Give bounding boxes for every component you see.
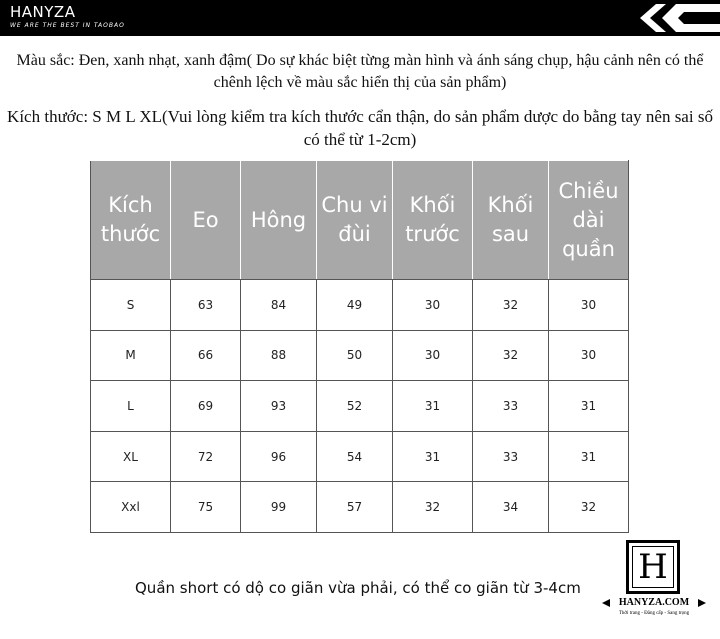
- table-cell: 31: [549, 381, 629, 432]
- table-cell: 32: [549, 482, 629, 533]
- table-cell: 66: [171, 330, 241, 381]
- table-cell: 30: [393, 330, 473, 381]
- arrow-right-icon: [698, 599, 706, 607]
- table-cell: 52: [317, 381, 393, 432]
- logo-letter: H: [638, 547, 668, 587]
- table-cell: 75: [171, 482, 241, 533]
- table-row: [91, 431, 629, 482]
- table-cell: 50: [317, 330, 393, 381]
- logo-name: HANYZA.COM: [618, 597, 690, 608]
- header-front-rise: Khối trước: [393, 161, 473, 280]
- table-row: [91, 482, 629, 533]
- table-cell: 72: [171, 431, 241, 482]
- size-chart-table: [90, 160, 629, 533]
- table-cell: 31: [393, 431, 473, 482]
- table-cell: 32: [473, 280, 549, 331]
- table-cell: 33: [473, 431, 549, 482]
- size-description: Kích thước: S M L XL(Vui lòng kiểm tra kích thước cẩn thận, do sản phẩm dược do bằng tay nên sai số có thể từ 1-2cm): [7, 107, 713, 149]
- table-cell: M: [91, 330, 171, 381]
- brand-tagline: WE ARE THE BEST IN TAOBAO: [10, 22, 125, 29]
- header-size: Kích thước: [91, 161, 171, 280]
- table-cell: L: [91, 381, 171, 432]
- table-cell: S: [91, 280, 171, 331]
- table-cell: 31: [393, 381, 473, 432]
- table-cell: 32: [473, 330, 549, 381]
- table-cell: 34: [473, 482, 549, 533]
- logo-box: [626, 540, 680, 594]
- table-row: [91, 280, 629, 331]
- logo-slogan: Thời trang - Đẳng cấp - Sang trọng: [618, 611, 690, 616]
- table-cell: 31: [549, 431, 629, 482]
- color-description: Màu sắc: Đen, xanh nhạt, xanh đậm( Do sự khác biệt từng màn hình và ánh sáng chụp, hậu cảnh nên có thể chênh lệch về màu sắc hiển thị của sản phẩm): [16, 52, 704, 91]
- table-cell: 30: [549, 330, 629, 381]
- table-cell: 93: [241, 381, 317, 432]
- table-cell: XL: [91, 431, 171, 482]
- table-cell: 63: [171, 280, 241, 331]
- table-cell: 33: [473, 381, 549, 432]
- table-cell: 84: [241, 280, 317, 331]
- stretch-note: Quần short có dộ co giãn vừa phải, có thể co giãn từ 3-4cm: [135, 579, 581, 597]
- table-cell: 30: [549, 280, 629, 331]
- hanyza-logo: [602, 540, 706, 620]
- table-cell: 49: [317, 280, 393, 331]
- table-cell: 30: [393, 280, 473, 331]
- header-hip: Hông: [241, 161, 317, 280]
- table-header-row: [91, 161, 629, 280]
- table-cell: 57: [317, 482, 393, 533]
- brand-header: [0, 0, 720, 36]
- table-cell: 96: [241, 431, 317, 482]
- table-cell: 54: [317, 431, 393, 482]
- table-cell: 32: [393, 482, 473, 533]
- table-cell: 69: [171, 381, 241, 432]
- table-cell: 88: [241, 330, 317, 381]
- table-row: [91, 381, 629, 432]
- table-cell: Xxl: [91, 482, 171, 533]
- table-row: [91, 330, 629, 381]
- header-back-rise: Khối sau: [473, 161, 549, 280]
- brand-name: HANYZA: [10, 3, 76, 21]
- header-length: Chiều dài quần: [549, 161, 629, 280]
- table-cell: 99: [241, 482, 317, 533]
- header-thigh: Chu vi đùi: [317, 161, 393, 280]
- header-waist: Eo: [171, 161, 241, 280]
- brand-chevron-graphic: [630, 0, 720, 36]
